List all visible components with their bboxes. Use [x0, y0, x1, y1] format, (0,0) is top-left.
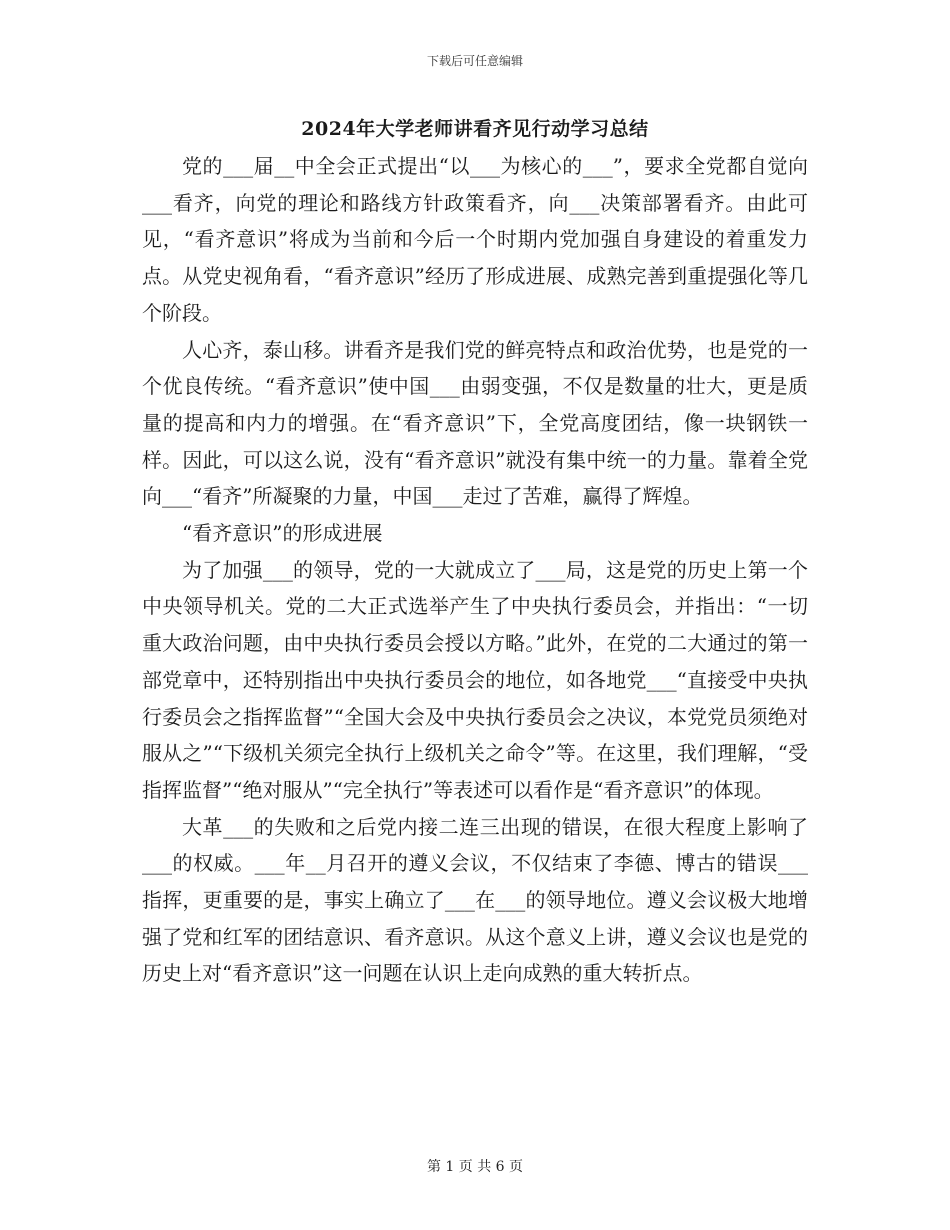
document-title: 2024年大学老师讲看齐见行动学习总结 [301, 118, 649, 140]
paragraph-zunyi: 大革___的失败和之后党内接二连三出现的错误，在很大程度上影响了___的权威。___年__月召开的遵义会议，不仅结束了李德、博古的错误___指挥，更重要的是，事实上确立了___在___的领导地位。遵义会议极大地增强了党和红军的团结意识、看齐意识。从这个意义上讲，遵义会议也是党的历史上对“看齐意识”这一问题在认识上走向成熟的重大转折点。 [142, 814, 808, 986]
paragraph-intro: 党的___届__中全会正式提出“以___为核心的___”，要求全党都自觉向___看齐，向党的理论和路线方针政策看齐，向___决策部署看齐。由此可见，“看齐意识”将成为当前和今后一个时期内党加强自身建设的着重发力点。从党史视角看，“看齐意识”经历了形成进展、成熟完善到重提强化等几个阶段。 [142, 154, 808, 325]
paragraph-early-history: 为了加强___的领导，党的一大就成立了___局，这是党的历史上第一个中央领导机关。党的二大正式选举产生了中央执行委员会，并指出：“一切重大政治问题，由中央执行委员会授以方略。”此外，在党的二大通过的第一部党章中，还特别指出中央执行委员会的地位，如各地党___“直接受中央执行委员会之指挥监督”“全国大会及中央执行委员会之决议，本党党员须绝对服从之”“下级机关须完全执行上级机关之命令”等。在这里，我们理解，“受指挥监督”“绝对服从”“完全执行”等表述可以看作是“看齐意识”的体现。 [142, 557, 808, 802]
section-heading: “看齐意识”的形成进展 [182, 521, 383, 546]
page-number: 第 1 页 共 6 页 [426, 1159, 524, 1175]
document-body [142, 148, 808, 992]
header-note: 下载后可任意编辑 [426, 54, 523, 68]
paragraph-unity: 人心齐，泰山移。讲看齐是我们党的鲜亮特点和政治优势，也是党的一个优良传统。“看齐意识”使中国___由弱变强，不仅是数量的壮大，更是质量的提高和内力的增强。在“看齐意识”下，全党高度团结，像一块钢铁一样。因此，可以这么说，没有“看齐意识”就没有集中统一的力量。靠着全党向___“看齐”所凝聚的力量，中国___走过了苦难，赢得了辉煌。 [142, 337, 808, 509]
